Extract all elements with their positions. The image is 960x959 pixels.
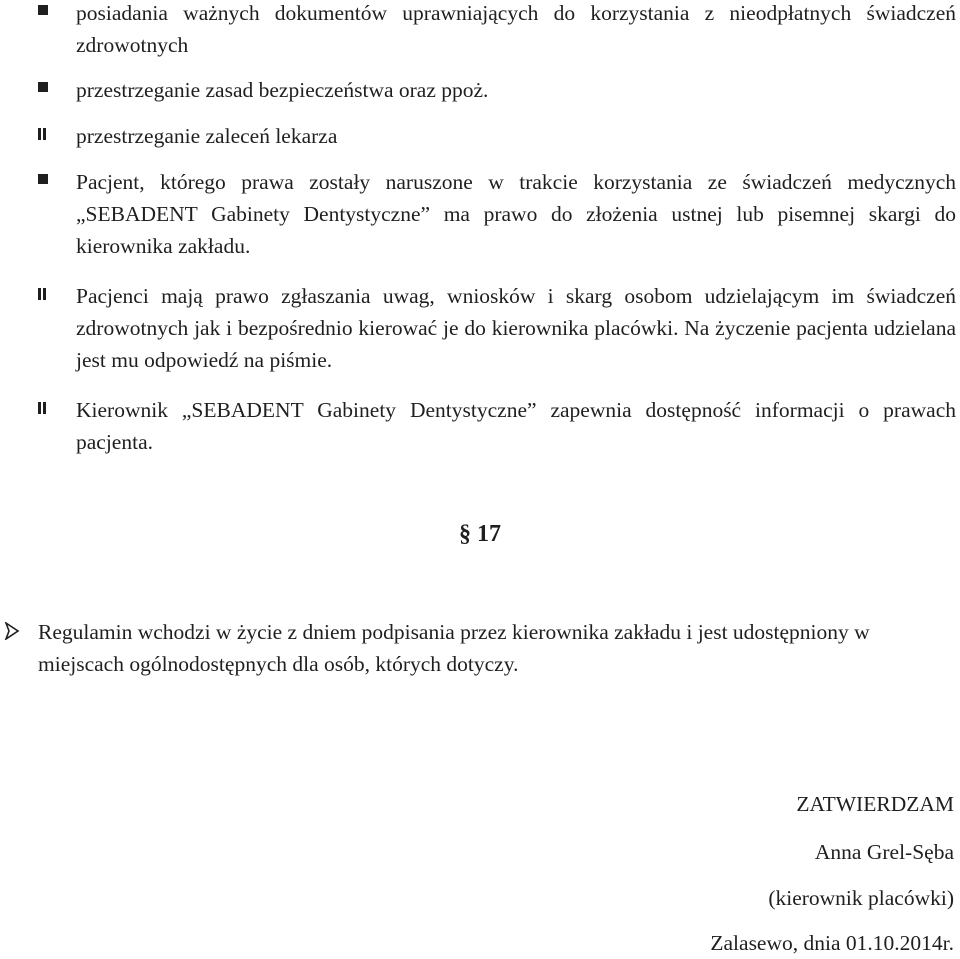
- list-item: [76, 74, 956, 106]
- list-item: [76, 0, 956, 61]
- list-item-text: Pacjent, którego prawa zostały naruszone w trakcie korzystania ze świadczeń medycznych „SEBADENT Gabinety Dentystyczne” ma prawo do złożenia ustnej lub pisemnej skargi do kierownika zakładu.: [76, 170, 956, 258]
- signature-name: Anna Grel-Sęba: [814, 840, 954, 864]
- list-item: [76, 280, 956, 376]
- square-bullet-icon: [38, 128, 48, 138]
- list-item-text: Kierownik „SEBADENT Gabinety Dentystyczne” zapewnia dostępność informacji o prawach pacjenta.: [76, 398, 956, 454]
- final-clause: [38, 616, 908, 680]
- list-item: [76, 120, 956, 152]
- signature-role: (kierownik placówki): [768, 886, 954, 910]
- list-item-text: przestrzeganie zasad bezpieczeństwa oraz ppoż.: [76, 78, 489, 102]
- list-item: [76, 394, 956, 458]
- square-bullet-icon: [38, 174, 48, 184]
- list-item-text: posiadania ważnych dokumentów uprawniających do korzystania z nieodpłatnych świadczeń zdrowotnych: [76, 1, 956, 57]
- square-bullet-icon: [38, 82, 48, 92]
- signature-place-date: Zalasewo, dnia 01.10.2014r.: [710, 931, 954, 955]
- square-bullet-icon: [38, 402, 48, 412]
- section-heading: § 17: [459, 521, 501, 547]
- final-clause-text: Regulamin wchodzi w życie z dniem podpisania przez kierownika zakładu i jest udostępniony w miejscach ogólnodostępnych dla osób, których dotyczy.: [38, 620, 870, 676]
- signature-approval: ZATWIERDZAM: [796, 792, 954, 816]
- list-item-text: Pacjenci mają prawo zgłaszania uwag, wniosków i skarg osobom udzielającym im świadczeń zdrowotnych jak i bezpośrednio kierować je do kierownika placówki. Na życzenie pacjenta udzielana jest mu odpowiedź na piśmie.: [76, 284, 956, 372]
- list-item-text: przestrzeganie zaleceń lekarza: [76, 124, 338, 148]
- list-item: [76, 166, 956, 262]
- square-bullet-icon: [38, 288, 48, 298]
- arrow-bullet-icon: [4, 622, 20, 640]
- square-bullet-icon: [38, 5, 48, 15]
